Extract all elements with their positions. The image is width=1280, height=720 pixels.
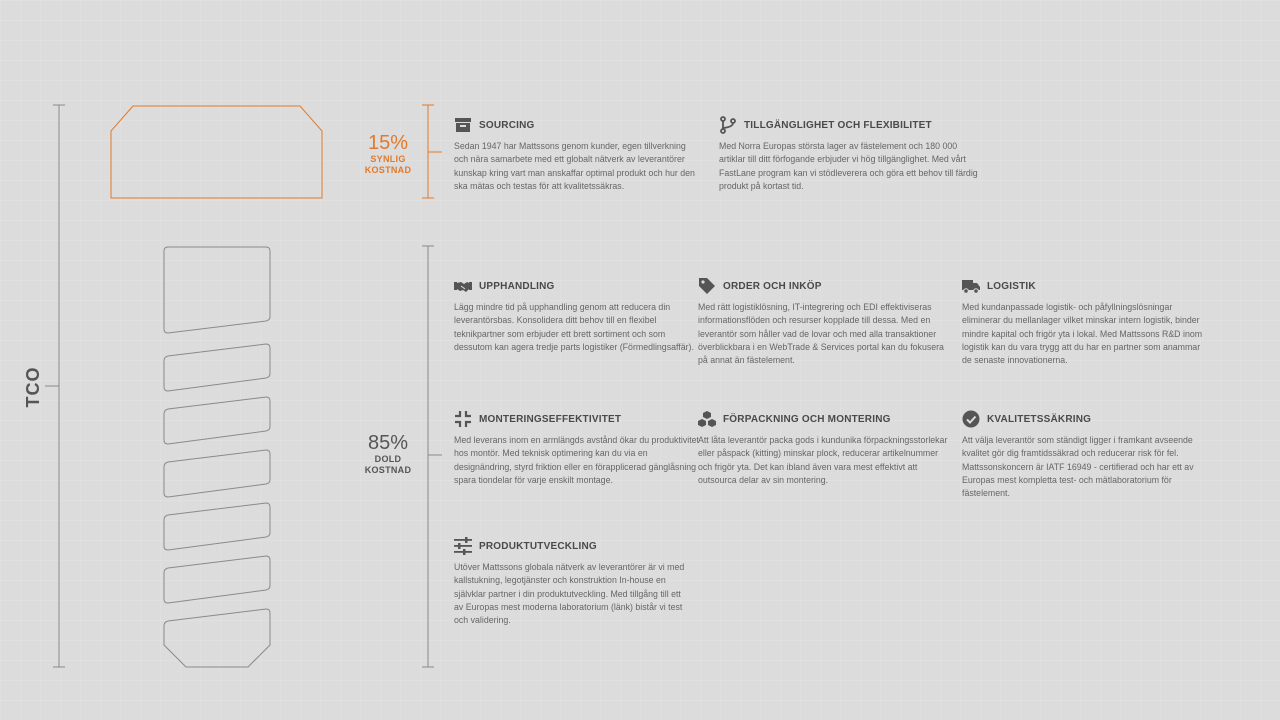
hidden-cost-stat [353,432,423,476]
card-montering-title: MONTERINGSEFFEKTIVITET [479,413,622,425]
card-upphandling-text: Lägg mindre tid på upphandling genom att reducera din leverantörsbas. Konsolidera ditt behov till en flexibel teknikpartner som erbjuder ett brett sortiment och som dessutom kan agera tredje parts logistiker (Förmedlingsaffär). [454,302,694,352]
card-kvalitet-title: KVALITETSSÄKRING [987,413,1092,425]
card-order [698,277,953,367]
compress-icon [454,410,472,428]
card-produkt-text: Utöver Mattssons globala nätverk av leverantörer är vi med kallstukning, legotjänster och konstruktion In-house en självklar partner i din produktutveckling. Med tillgång till ett av Europas mest moderna laboratorium (länk) bistår vi test och validering. [454,562,685,626]
card-sourcing-title: SOURCING [479,119,535,131]
visible-cost-bracket [422,105,442,198]
visible-cost-percent: 15% [367,132,409,154]
card-order-text: Med rätt logistiklösning, IT-integrering och EDI effektiviseras informationsflöden och resurser kopplade till dessa. Med en leverantör som håller vad de lovar och med alla transaktioner överblickbara i en WebTrade & Services portal kan du fokusera på annat än fästelement. [698,302,944,366]
card-montering-text: Med leverans inom en armlängds avstånd ökar du produktivitet hos montör. Med teknisk optimering kan du via en designändring, styrd friktion eller en förapplicerad gänglåsning spara tiondelar för varje enskilt montage. [454,435,699,485]
sliders-icon [454,537,472,555]
price-tag-icon [698,277,716,295]
archive-box-icon [454,116,472,134]
card-forpackning-text: Att låta leverantör packa gods i kundunika förpackningsstorlekar eller påspack (kitting) minskar plock, reducerar artikelnummer och frigör yta. Det kan ibland även vara mest effektivt att outsourca delar av sin montering. [698,435,948,485]
card-sourcing [454,116,699,193]
card-tillganglighet-text: Med Norra Europas största lager av fästelement och 180 000 artiklar till ditt förfogande erbjuder vi hög tillgänglighet. Med vårt FastLane program kan vi stödleverera och göra ett behov till färdig produkt på kortast tid. [719,141,978,191]
card-produkt-title: PRODUKTUTVECKLING [479,540,597,552]
truck-icon [962,277,980,295]
branch-icon [719,116,737,134]
hidden-cost-label-2: KOSTNAD [364,465,412,475]
visible-cost-stat [353,132,423,176]
hidden-cost-bracket [422,246,442,667]
card-kvalitet-text: Att välja leverantör som ständigt ligger i framkant avseende kvalitet gör dig framtidssäkrad och reducerar risk för fel. Mattssonskoncern är IATF 16949 - certifierad och har ett av Europas mest kompletta test- och mätlaboratorium för fästelement. [962,435,1194,499]
card-logistik [962,277,1210,367]
card-sourcing-text: Sedan 1947 har Mattssons genom kunder, egen tillverkning och nära samarbete med ett globalt nätverk av leverantörer kunskap kring vart man anskaffar optimal produkt och hur den ska mätas och testas för att kvalitetssäkras. [454,141,695,191]
card-logistik-title: LOGISTIK [987,280,1036,292]
cubes-icon [698,410,716,428]
visible-cost-label-2: KOSTNAD [364,165,412,175]
check-circle-icon [962,410,980,428]
card-order-title: ORDER OCH INKÖP [723,280,822,292]
card-tillganglighet [719,116,981,193]
hidden-cost-label-1: DOLD [374,454,402,464]
bolt-shaft [164,247,270,667]
card-montering [454,410,699,487]
tco-axis [45,105,65,667]
card-logistik-text: Med kundanpassade logistik- och påfyllningslösningar eliminerar du mellanlager vilket minskar intern logistik, binder mindre kapital och frigör yta i lokal. Med Mattssons R&D inom logistik kan du vara trygg att du har en partner som anammar de senaste innovationerna. [962,302,1203,366]
card-kvalitet [962,410,1210,500]
card-produkt [454,537,686,627]
hidden-cost-percent: 85% [367,432,409,454]
handshake-icon [454,277,472,295]
bolt-head [111,106,322,198]
tco-label: TCO [23,366,43,408]
card-forpackning [698,410,953,487]
visible-cost-label-1: SYNLIG [370,154,406,164]
card-forpackning-title: FÖRPACKNING OCH MONTERING [723,413,891,425]
card-tillganglighet-title: TILLGÄNGLIGHET OCH FLEXIBILITET [744,119,932,131]
card-upphandling [454,277,699,354]
card-upphandling-title: UPPHANDLING [479,280,555,292]
